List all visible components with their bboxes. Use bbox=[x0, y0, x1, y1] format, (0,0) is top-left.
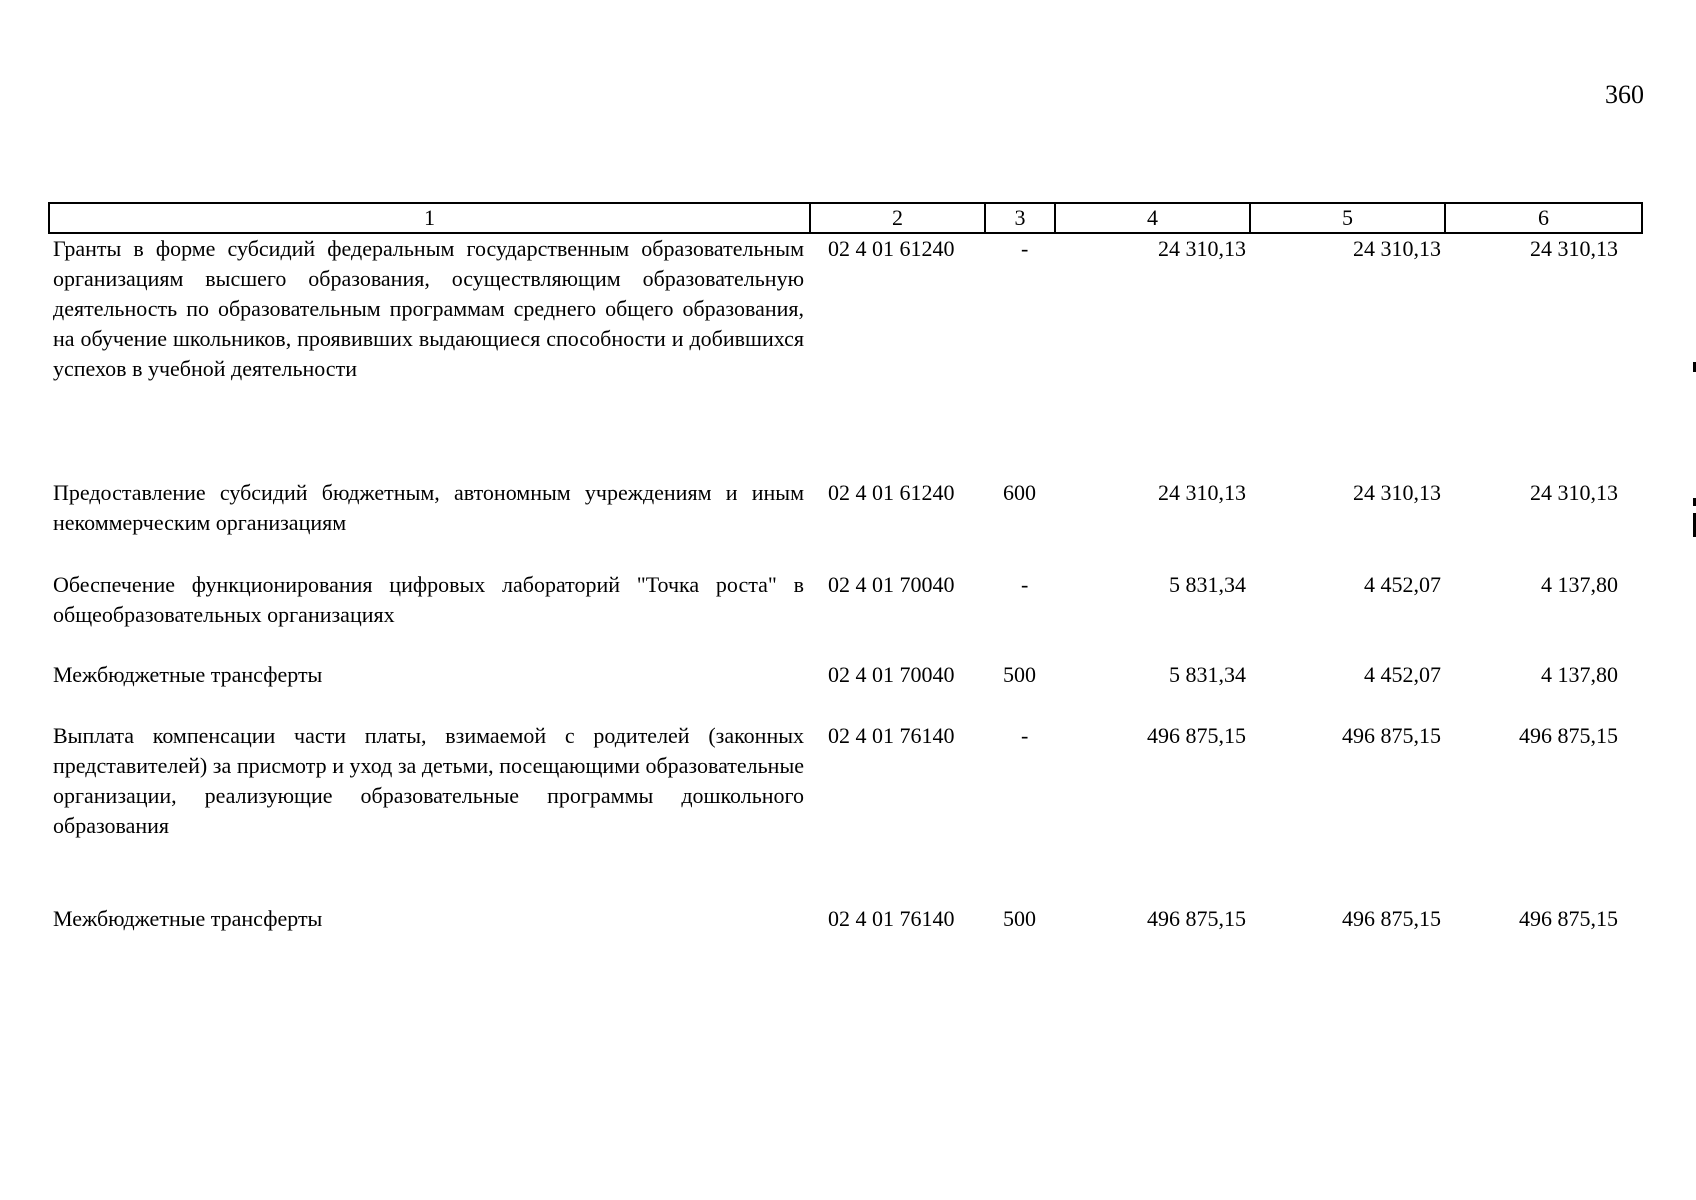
budget-table bbox=[48, 202, 1643, 944]
row-category: - bbox=[1021, 236, 1029, 261]
row-category: - bbox=[1021, 572, 1029, 597]
row-description: Предоставление субсидий бюджетным, автономным учреждениям и иным некоммерческим организациям bbox=[53, 480, 804, 535]
page-number: 360 bbox=[1605, 80, 1644, 109]
table-row bbox=[49, 478, 1642, 570]
row-value-4: 24 310,13 bbox=[1158, 480, 1246, 505]
row-value-5: 496 875,15 bbox=[1342, 906, 1441, 931]
row-description: Межбюджетные трансферты bbox=[53, 662, 323, 687]
column-header-3: 3 bbox=[985, 203, 1055, 233]
table-row bbox=[49, 660, 1642, 721]
row-value-6: 496 875,15 bbox=[1519, 906, 1618, 931]
budget-table-container bbox=[48, 202, 1641, 944]
row-description: Гранты в форме субсидий федеральным государственным образовательным организациям высшего образования, осуществляющим образовательную деятельность по образовательным программам среднего общего образования, на обучение школьников, проявивших выдающиеся способности и добившихся успехов в учебной деятельности bbox=[53, 236, 804, 381]
row-value-4: 5 831,34 bbox=[1169, 572, 1246, 597]
row-description: Выплата компенсации части платы, взимаемой с родителей (законных представителей) за присмотр и уход за детьми, посещающими образовательные организации, реализующие образовательные программы дошкольного образования bbox=[53, 723, 804, 838]
table-body bbox=[49, 233, 1642, 944]
table-row bbox=[49, 233, 1642, 478]
row-value-6: 4 137,80 bbox=[1541, 572, 1618, 597]
table-row bbox=[49, 721, 1642, 904]
row-description: Обеспечение функционирования цифровых лабораторий "Точка роста" в общеобразовательных организациях bbox=[53, 572, 804, 627]
row-value-5: 496 875,15 bbox=[1342, 723, 1441, 748]
column-header-2: 2 bbox=[810, 203, 985, 233]
row-code: 02 4 01 70040 bbox=[828, 662, 955, 687]
row-value-6: 24 310,13 bbox=[1530, 236, 1618, 261]
row-value-4: 496 875,15 bbox=[1147, 723, 1246, 748]
row-value-5: 24 310,13 bbox=[1353, 236, 1441, 261]
table-header bbox=[49, 203, 1642, 233]
row-code: 02 4 01 76140 bbox=[828, 723, 955, 748]
row-value-6: 496 875,15 bbox=[1519, 723, 1618, 748]
column-header-1: 1 bbox=[49, 203, 810, 233]
row-value-4: 496 875,15 bbox=[1147, 906, 1246, 931]
row-category: 600 bbox=[1003, 480, 1036, 505]
row-category: - bbox=[1021, 723, 1029, 748]
row-description: Межбюджетные трансферты bbox=[53, 906, 323, 931]
row-category: 500 bbox=[1003, 906, 1036, 931]
row-value-4: 24 310,13 bbox=[1158, 236, 1246, 261]
row-category: 500 bbox=[1003, 662, 1036, 687]
table-row bbox=[49, 904, 1642, 944]
row-code: 02 4 01 70040 bbox=[828, 572, 955, 597]
row-value-5: 4 452,07 bbox=[1364, 572, 1441, 597]
row-code: 02 4 01 61240 bbox=[828, 236, 955, 261]
row-value-6: 24 310,13 bbox=[1530, 480, 1618, 505]
table-row bbox=[49, 570, 1642, 660]
header-row bbox=[49, 203, 1642, 233]
row-code: 02 4 01 61240 bbox=[828, 480, 955, 505]
column-header-4: 4 bbox=[1055, 203, 1250, 233]
row-code: 02 4 01 76140 bbox=[828, 906, 955, 931]
row-value-5: 4 452,07 bbox=[1364, 662, 1441, 687]
column-header-5: 5 bbox=[1250, 203, 1445, 233]
column-header-6: 6 bbox=[1445, 203, 1642, 233]
row-value-5: 24 310,13 bbox=[1353, 480, 1441, 505]
row-value-6: 4 137,80 bbox=[1541, 662, 1618, 687]
row-value-4: 5 831,34 bbox=[1169, 662, 1246, 687]
